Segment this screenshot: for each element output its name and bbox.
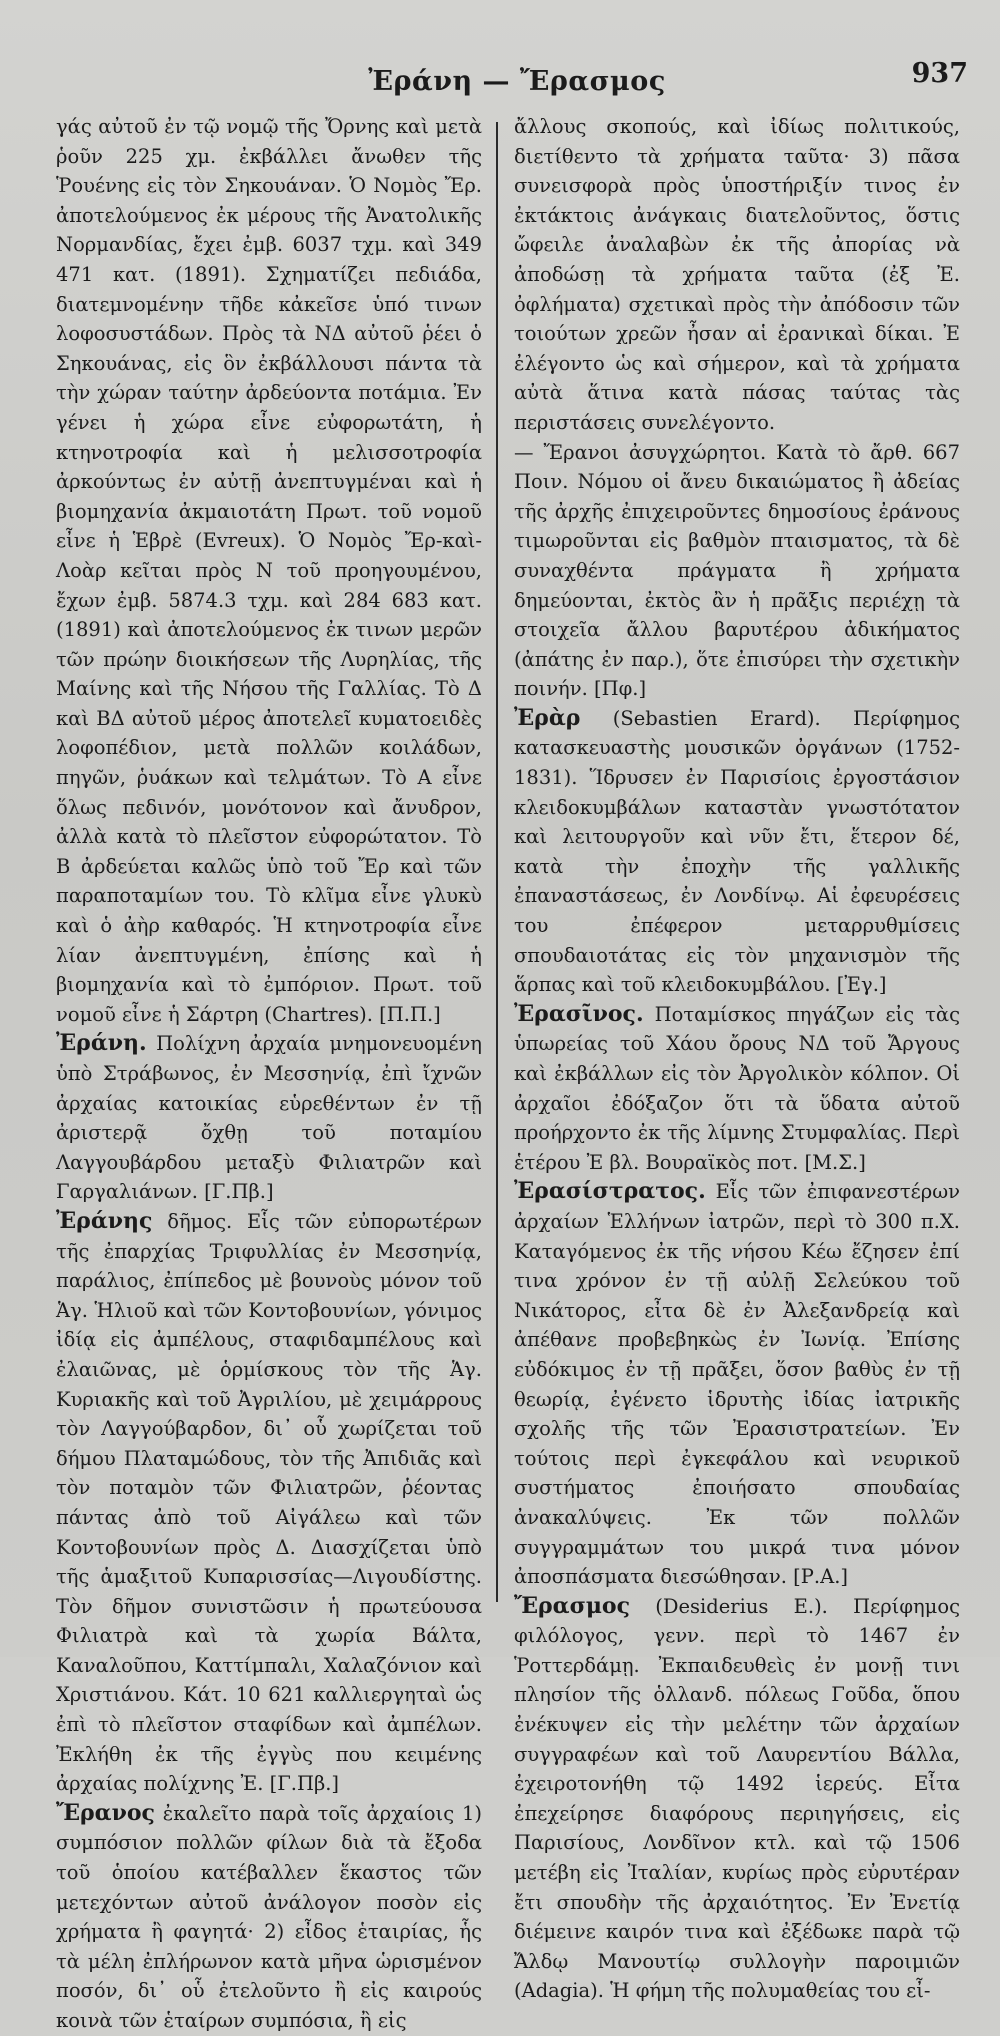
entry-text: Πολίχνη ἀρχαία μνημονευομένη ὑπὸ Στράβωνος, ἐν Μεσσηνίᾳ, ἐπὶ ἴχνῶν ἀρχαίας κατοικίας εὑρεθέντων ἐν τῇ ἀριστερᾷ ὄχθῃ τοῦ ποταμίου Λαγγουβάρδου μεταξὺ Φιλιατρῶν καὶ Γαργαλιάνων. [Γ.Πβ.] [56,1032,482,1204]
page-header [56,0,978,112]
entry-erasistratos [514,1177,960,1591]
entry-text: γάς αὐτοῦ ἐν τῷ νομῷ τῆς Ὄρνης καὶ μετὰ ῥοῦν 225 χμ. ἐκβάλλει ἄνωθεν τῆς Ῥουένης εἰς τὸν Σηκουάναν. Ὁ Νομὸς Ἔρ. ἀποτελούμενος ἐκ μέρους τῆς Ἀνατολικῆς Νορμανδίας, ἔχει ἐμβ. 6037 τχμ. καὶ 349 471 κατ. (1891). Σχηματίζει πεδιάδα, διατεμνομένην τῆδε κἀκεῖσε ὑπό τινων λοφοσυστάδων. Πρὸς τὰ ΝΔ αὐτοῦ ῥέει ὁ Σηκουάνας, εἰς ὃν ἐκβάλλουσι πάντα τὰ τὴν χώραν ταύτην ἀρδεύοντα ποτάμια. Ἐν γένει ἡ χώρα εἶνε εὐφορωτάτη, ἡ κτηνοτροφία καὶ ἡ μελισσοτροφία ἀρκούντως ἐν αὐτῇ ἀνεπτυγμέναι καὶ ἡ βιομηχανία ἀκμαιοτάτη Πρωτ. τοῦ νομοῦ εἶνε ἡ Ἑβρὲ (Evreux). Ὁ Νομὸς Ἔρ-καὶ-Λοὰρ κεῖται πρὸς Ν τοῦ προηγουμένου, ἔχων ἐμβ. 5874.3 τχμ. καὶ 284 683 κατ. (1891) καὶ ἀποτελούμενος ἐκ τινων μερῶν τῶν πρώην διοικήσεων τῆς Λυρηλίας, τῆς Μαίνης καὶ τῆς Νήσου τῆς Γαλλίας. Τὸ Δ καὶ ΒΔ αὐτοῦ μέρος ἀποτελεῖ κυματοειδὲς λοφοπέδιον, μετὰ πολλῶν κοιλάδων, πηγῶν, ῥυάκων καὶ τελμάτων. Τὸ Α εἶνε ὅλως πεδινόν, μονότονον καὶ ἄνυδρον, ἀλλὰ κατὰ τὸ πλεῖστον εὐφορώτατον. Τὸ Β ἀρδεύεται καλῶς ὑπὸ τοῦ Ἔρ καὶ τῶν παραποταμίων του. Τὸ κλῖμα εἶνε γλυκὺ καὶ ὁ ἀὴρ καθαρός. Ἡ κτηνοτροφία εἶνε λίαν ἀνεπτυγμένη, ἐπίσης καὶ ἡ βιομηχανία καὶ τὸ ἐμπόριον. Πρωτ. τοῦ νομοῦ εἶνε ἡ Σάρτρη (Chartres). [Π.Π.] [56,115,482,1026]
entry-headword: Ἔρασμος [514,1592,631,1619]
entry-continued-text [56,112,482,1029]
entry-eranoi-asygchoritoi [514,438,960,704]
entry-text: (Sebastien Erard). Περίφημος κατασκευαστὴς μουσικῶν ὀργάνων (1752-1831). Ἵδρυσεν ἐν Παρισίοις ἐργοστάσιον κλειδοκυμβάλων καταστὰν γνωστότατον καὶ λειτουργοῦν καὶ νῦν ἔτι, ἕτερον δέ, κατὰ τὴν ἐποχὴν τῆς γαλλικῆς ἐπαναστάσεως, ἐν Λονδίνῳ. Αἱ ἐφευρέσεις του ἐπέφερον μεταρρυθμίσεις σπουδαιοτάτας εἰς τὸν μηχανισμὸν τῆς ἅρπας καὶ τοῦ κλειδοκυμβάλου. [Ἐγ.] [514,706,960,997]
entry-erasmus [514,1592,960,2006]
entry-eranos [56,1799,482,2036]
entry-headword: Ἐρασίστρατος. [514,1178,706,1205]
two-column-body [56,112,978,2032]
entry-text: ἐκαλεῖτο παρὰ τοῖς ἀρχαίοις 1) συμπόσιον πολλῶν φίλων διὰ τὰ ἔξοδα τοῦ ὁποίου κατέβαλλεν ἕκαστος τῶν μετεχόντων αὐτοῦ ἀνάλογον ποσὸν εἰς χρήματα ἢ φαγητά· 2) εἶδος ἑταιρίας, ἧς τὰ μέλη ἐπλήρωνον κατὰ μῆνα ὡρισμένον ποσόν, δι᾽ οὗ ἐτελοῦντο ἢ εἰς καιρούς κοινὰ τῶν ἑταίρων συμπόσια, ἢ εἰς [56,1801,482,2032]
entry-text: Ποταμίσκος πηγάζων εἰς τὰς ὑπωρείας τοῦ Χάου ὄρους ΝΔ τοῦ Ἄργους καὶ ἐκβάλλων εἰς τὸν Ἀργολικὸν κόλπον. Οἱ ἀρχαῖοι ἐδόξαζον ὅτι τὰ ὕδατα αὐτοῦ προήρχοντο ἐκ τῆς λίμνης Στυμφαλίας. Περὶ ἑτέρου Ἐ βλ. Βουραϊκὸς ποτ. [Μ.Σ.] [514,1002,960,1174]
entry-text: δῆμος. Εἷς τῶν εὐπορωτέρων τῆς ἐπαρχίας Τριφυλλίας ἐν Μεσσηνίᾳ, παράλιος, ἐπίπεδος μὲ βουνοὺς μόνον τοῦ Ἁγ. Ἡλιοῦ καὶ τῶν Κοντοβουνίων, γόνιμος ἰδίᾳ εἰς ἀμπέλους, σταφιδαμπέλους καὶ ἐλαιῶνας, μὲ ὁρμίσκους τὸν τῆς Ἁγ. Κυριακῆς καὶ τοῦ Ἀγριλίου, μὲ χειμάρρους τὸν Λαγγούβαρδον, δι᾽ οὗ χωρίζεται τοῦ δήμου Πλαταμώδους, τὸν τῆς Ἀπιδιᾶς καὶ τὸν ποταμὸν τῶν Φιλιατρῶν, ῥέοντας πάντας ἀπὸ τοῦ Αἰγάλεω καὶ τῶν Κοντοβουνίων πρὸς Δ. Διασχίζεται ὑπὸ τῆς ἁμαξιτοῦ Κυπαρισσίας—Λιγουδίστης. Τὸν δῆμον συνιστῶσιν ἡ πρωτεύουσα Φιλιατρὰ καὶ τὰ χωρία Βάλτα, Καναλοῦπου, Καττίμπαλι, Χαλαζόνιον καὶ Χριστιάνου. Κάτ. 10 621 καλλιεργηταὶ ὡς ἐπὶ τὸ πλεῖστον σταφίδων καὶ ἀμπέλων. Ἐκλήθη ἐκ τῆς ἐγγὺς που κειμένης ἀρχαίας πολίχνης Ἐ. [Γ.Πβ.] [56,1209,482,1796]
entry-continued-text [514,112,960,438]
entry-eranis-deme [56,1207,482,1799]
entry-erani-town [56,1029,482,1207]
page-number: 937 [911,58,968,89]
entry-text: ἄλλους σκοπούς, καὶ ἰδίως πολιτικούς, διετίθεντο τὰ χρήματα ταῦτα· 3) πᾶσα συνεισφορὰ πρὸς ὑποστήριξίν τινος ἐν ἐκτάκτοις ἀνάγκαις διατελοῦντος, ὅστις ὤφειλε ἀναλαβὼν ἐκ τῆς ἀπορίας νὰ ἀποδώσῃ τὰ χρήματα ταῦτα (ἐξ Ἐ. ὀφλήματα) σχετικαὶ πρὸς τὴν ἀπόδοσιν τῶν τοιούτων χρεῶν ἦσαν αἱ ἐρανικαὶ δίκαι. Ἐ ἐλέγοντο ὡς καὶ σήμερον, καὶ τὰ χρήματα αὐτὰ ἅτινα κατὰ πάσας ταύτας τὰς περιστάσεις συνελέγοντο. [514,115,960,434]
right-column [498,112,960,2003]
entry-erasinos [514,1000,960,1178]
entry-headword: Ἐράνης [56,1207,153,1234]
entry-text: — Ἔρανοι ἀσυγχώρητοι. Κατὰ τὸ ἄρθ. 667 Ποιν. Νόμου οἱ ἄνευ δικαιώματος ἢ ἀδείας τῆς ἀρχῆς ἐπιχειροῦντες δημοσίους ἐράνους τιμωροῦνται εἰς βαθμὸν πταισματος, τὰ δὲ συναχθέντα πράγματα ἢ χρήματα δημεύονται, ἐκτὸς ἂν ἡ πρᾶξις περιέχῃ τὰ στοιχεῖα ἄλλου βαρυτέρου ἀδικήματος (ἀπάτης ἐν παρ.), ὅτε ἐπισύρει τὴν σχετικὴν ποινήν. [Πφ.] [514,440,960,701]
entry-headword: Ἔρανος [56,1799,155,1826]
running-head: Ἐράνη — Ἔρασμος [368,66,666,97]
left-column [56,112,496,2032]
entry-text: (Desiderius E.). Περίφημος φιλόλογος, γενν. περὶ τὸ 1467 ἐν Ῥοττερδάμῃ. Ἐκπαιδευθεὶς ἐν μονῇ τινι πλησίον τῆς ὁλλανδ. πόλεως Γοῦδα, ὅπου ἐνέκυψεν εἰς τὴν μελέτην τῶν ἀρχαίων συγγραφέων καὶ τοῦ Λαυρεντίου Βάλλα, ἐχειροτονήθη τῷ 1492 ἱερεύς. Εἶτα ἐπεχείρησε διαφόρους περιηγήσεις, εἰς Παρισίους, Λονδῖνον κτλ. καὶ τῷ 1506 μετέβη εἰς Ἰταλίαν, κυρίως πρὸς εὐρυτέραν ἔτι σπουδὴν τῆς ἀρχαιότητος. Ἐν Ἐνετίᾳ διέμεινε καιρόν τινα καὶ ἐξέδωκε παρὰ τῷ Ἄλδῳ Μανουτίῳ συλλογὴν παροιμιῶν (Adagia). Ἡ φήμη τῆς πολυμαθείας του εἶ- [514,1594,960,2003]
entry-headword: Ἐρὰρ [514,704,581,731]
entry-headword: Ἐρασῖνος. [514,1000,644,1027]
entry-text: Εἷς τῶν ἐπιφανεστέρων ἀρχαίων Ἑλλήνων ἰατρῶν, περὶ τὸ 300 π.Χ. Καταγόμενος ἐκ τῆς νήσου Κέω ἔζησεν ἐπί τινα χρόνον ἐν τῇ αὐλῇ Σελεύκου τοῦ Νικάτορος, εἶτα δὲ ἐν Ἀλεξανδρείᾳ καὶ ἀπέθανε προβεβηκὼς ἐν Ἰωνίᾳ. Ἐπίσης εὐδόκιμος ἐν τῇ πρᾶξει, ὅσον βαθὺς ἐν τῇ θεωρίᾳ, ἐγένετο ἱδρυτὴς ἰδίας ἰατρικῆς σχολῆς τῆς τῶν Ἐρασιστρατείων. Ἐν τούτοις περὶ ἐγκεφάλου καὶ νευρικοῦ συστήματος ἐποιήσατο σπουδαίας ἀνακαλύψεις. Ἐκ τῶν πολλῶν συγγραμμάτων του μικρά τινα μόνον ἀποσπάσματα διεσώθησαν. [Ρ.Α.] [514,1180,960,1589]
entry-headword: Ἐράνη. [56,1030,147,1057]
entry-erard [514,704,960,1000]
